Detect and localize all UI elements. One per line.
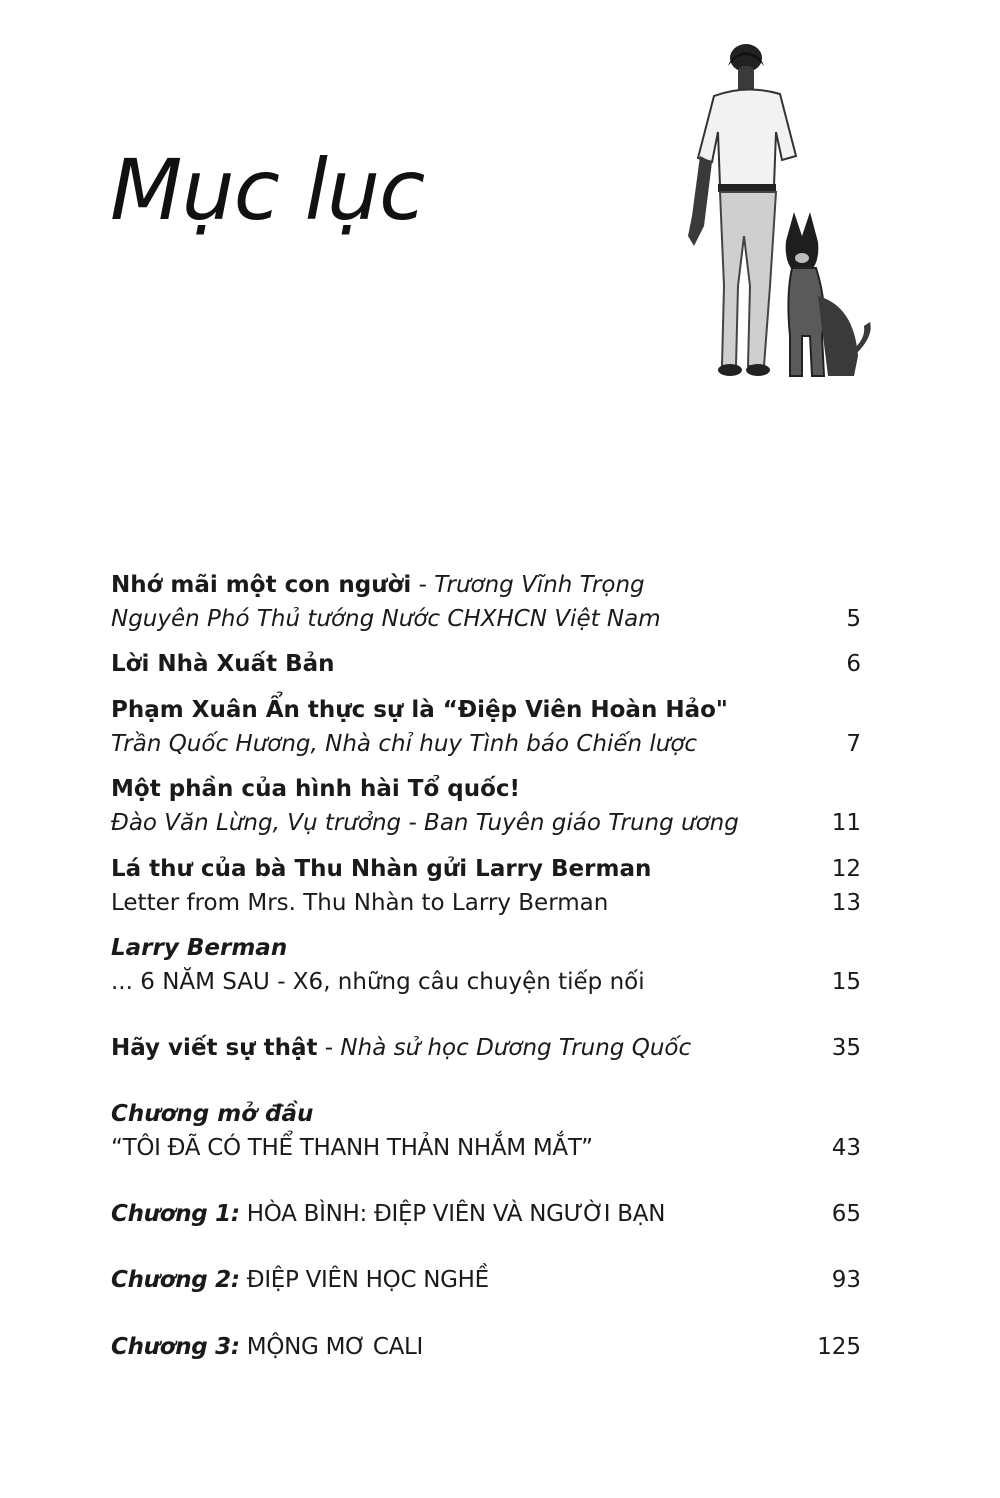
chapter-label: Chương mở đầu xyxy=(111,1101,314,1127)
chapter-label: Chương 1: xyxy=(111,1201,240,1227)
page-number: 93 xyxy=(831,1267,861,1293)
entry-subtitle: ... 6 NĂM SAU - X6, những câu chuyện tiếp nối xyxy=(111,969,645,995)
entry-title: Lá thư của bà Thu Nhàn gửi Larry Berman xyxy=(111,856,652,882)
toc-entry[interactable] xyxy=(111,1197,861,1231)
page-number: 65 xyxy=(831,1201,861,1227)
entry-title: HÒA BÌNH: ĐIỆP VIÊN VÀ NGƯỜI BẠN xyxy=(239,1201,666,1227)
entry-title: “TÔI ĐÃ CÓ THỂ THANH THẢN NHẮM MẮT” xyxy=(111,1135,593,1161)
entry-subtitle: Đào Văn Lừng, Vụ trưởng - Ban Tuyên giáo Trung ương xyxy=(111,810,739,836)
table-of-contents xyxy=(111,0,861,1498)
page-number: 6 xyxy=(846,651,861,677)
toc-entry[interactable] xyxy=(111,1330,861,1364)
toc-entry[interactable] xyxy=(111,1097,861,1165)
chapter-label: Chương 2: xyxy=(111,1267,240,1293)
entry-separator: - xyxy=(411,572,435,598)
page-number: 125 xyxy=(817,1334,861,1360)
chapter-label: Chương 3: xyxy=(111,1334,240,1360)
entry-title: Hãy viết sự thật xyxy=(111,1035,318,1061)
page-number: 12 xyxy=(831,856,861,882)
entry-author: Trương Vĩnh Trọng xyxy=(434,572,645,598)
page-number: 11 xyxy=(831,810,861,836)
entry-title: Một phần của hình hài Tổ quốc! xyxy=(111,776,521,802)
entry-title: ĐIỆP VIÊN HỌC NGHỀ xyxy=(239,1267,489,1293)
toc-entry[interactable] xyxy=(111,931,861,999)
entry-subtitle: Trần Quốc Hương, Nhà chỉ huy Tình báo Chiến lược xyxy=(111,731,698,757)
entry-subtitle: Nguyên Phó Thủ tướng Nước CHXHCN Việt Nam xyxy=(111,606,661,632)
page-title: Mục lục xyxy=(110,141,425,239)
page-number: 13 xyxy=(831,890,861,916)
toc-entry[interactable] xyxy=(111,647,861,681)
entry-title: MỘNG MƠ CALI xyxy=(239,1334,424,1360)
entry-subtitle: Letter from Mrs. Thu Nhàn to Larry Berman xyxy=(111,890,609,916)
page-number: 5 xyxy=(846,606,861,632)
entry-title: Lời Nhà Xuất Bản xyxy=(111,651,335,677)
entry-title: Larry Berman xyxy=(111,935,288,961)
entry-separator: - xyxy=(317,1035,341,1061)
toc-entry[interactable] xyxy=(111,1263,861,1297)
page-number: 7 xyxy=(846,731,861,757)
toc-entry[interactable] xyxy=(111,772,861,840)
entry-title: Nhớ mãi một con người xyxy=(111,572,412,598)
toc-entry[interactable] xyxy=(111,1031,861,1065)
page-number: 35 xyxy=(831,1035,861,1061)
page-number: 43 xyxy=(831,1135,861,1161)
toc-entry[interactable] xyxy=(111,852,861,920)
entry-author: Nhà sử học Dương Trung Quốc xyxy=(340,1035,692,1061)
page-number: 15 xyxy=(831,969,861,995)
toc-entry[interactable] xyxy=(111,693,861,761)
entry-title: Phạm Xuân Ẩn thực sự là “Điệp Viên Hoàn Hảo" xyxy=(111,697,728,723)
toc-entry[interactable] xyxy=(111,568,861,636)
